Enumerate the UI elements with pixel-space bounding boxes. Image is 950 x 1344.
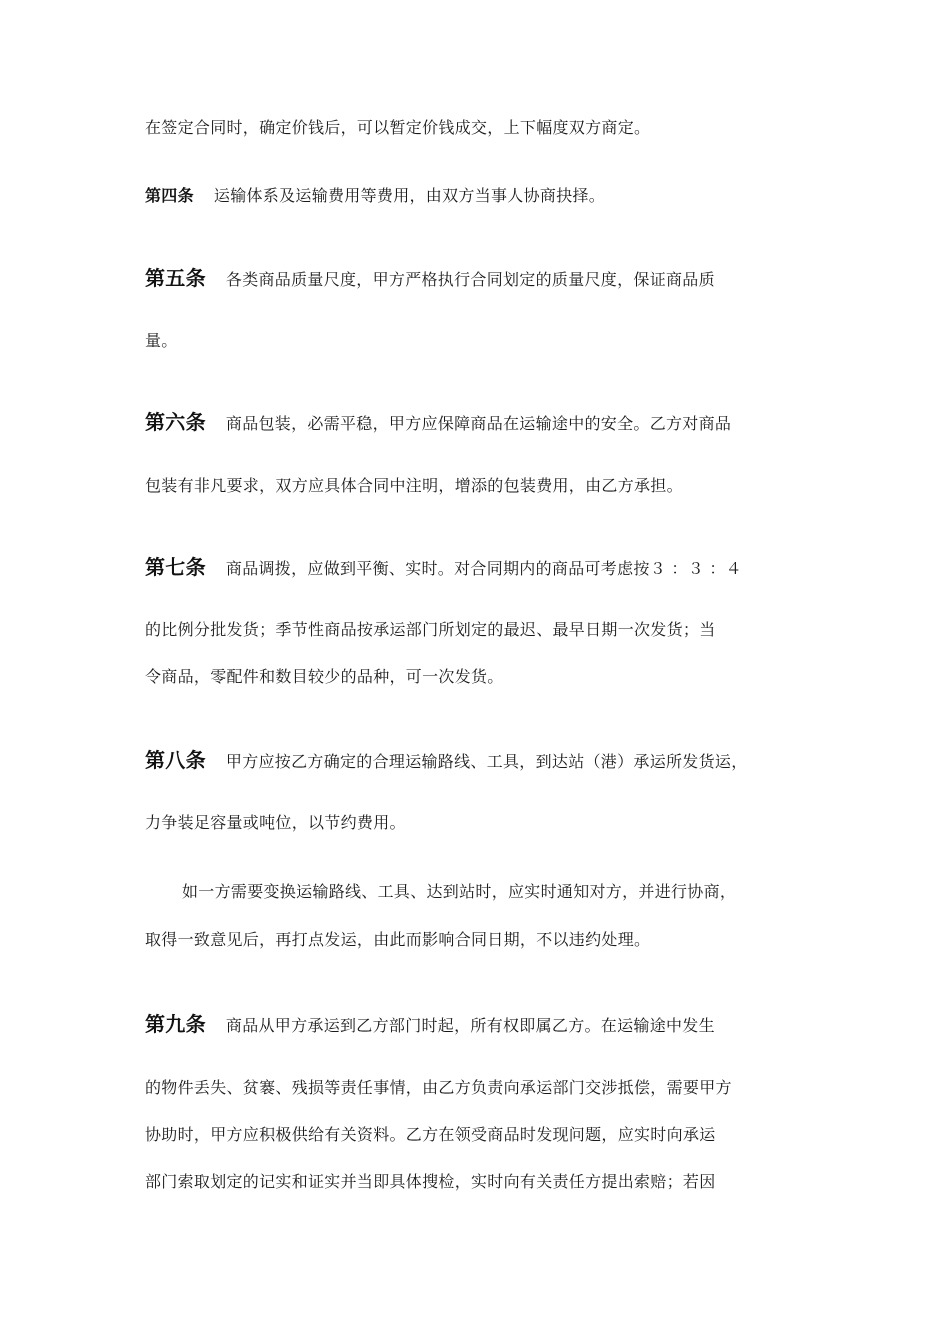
body-text: 取得一致意见后，再打点发运，由此而影响合同日期，不以违约处理。 bbox=[145, 930, 651, 949]
body-text: 运输体系及运输费用等费用，由双方当事人协商抉择。 bbox=[213, 186, 606, 205]
article-8 bbox=[145, 750, 810, 772]
text-line bbox=[145, 1078, 810, 1098]
body-text: 甲方应按乙方确定的合理运输路线、工具，到达站（港）承运所发货运， bbox=[225, 752, 748, 771]
text-line bbox=[145, 930, 810, 950]
article-heading: 第七条 bbox=[145, 555, 206, 579]
article-heading: 第五条 bbox=[145, 266, 206, 290]
body-text: 商品包装，必需平稳，甲方应保障商品在运输途中的安全。乙方对商品 bbox=[225, 414, 732, 433]
article-9 bbox=[145, 1014, 810, 1036]
article-4 bbox=[145, 186, 810, 206]
body-text: 包装有非凡要求，双方应具体合同中注明，增添的包装费用，由乙方承担。 bbox=[145, 476, 683, 495]
body-text: 令商品，零配件和数目较少的品种，可一次发货。 bbox=[145, 667, 504, 686]
article-6 bbox=[145, 412, 810, 434]
body-text: 商品从甲方承运到乙方部门时起，所有权即属乙方。在运输途中发生 bbox=[225, 1016, 715, 1035]
text-line bbox=[145, 1125, 810, 1145]
body-text: 的物件丢失、贫褰、残损等责任事情，由乙方负责向承运部门交涉抵偿，需要甲方 bbox=[145, 1078, 732, 1097]
text-line bbox=[145, 1172, 810, 1192]
article-7 bbox=[145, 557, 810, 579]
body-text: 力争装足容量或吨位，以节约费用。 bbox=[145, 813, 406, 832]
text-line bbox=[145, 620, 810, 640]
body-text: 各类商品质量尺度，甲方严格执行合同划定的质量尺度，保证商品质 bbox=[225, 270, 715, 289]
article-heading: 第四条 bbox=[145, 186, 194, 205]
body-text: 部门索取划定的记实和证实并当即具体搜检，实时向有关责任方提出索赔；若因 bbox=[145, 1172, 716, 1191]
text-line bbox=[145, 882, 847, 902]
article-heading: 第八条 bbox=[145, 748, 206, 772]
article-heading: 第九条 bbox=[145, 1012, 206, 1036]
body-text: 量。 bbox=[145, 331, 178, 350]
body-text: 商品调拨，应做到平衡、实时。对合同期内的商品可考虑按３ ：３ ：４ bbox=[225, 559, 742, 578]
body-text: 协助时，甲方应积极供给有关资料。乙方在领受商品时发现问题，应实时向承运 bbox=[145, 1125, 716, 1144]
article-5 bbox=[145, 268, 810, 290]
text-line bbox=[145, 331, 810, 351]
text-line bbox=[145, 118, 810, 138]
text-line bbox=[145, 667, 810, 687]
text-line bbox=[145, 476, 810, 496]
body-text: 的比例分批发货；季节性商品按承运部门所划定的最迟、最早日期一次发货；当 bbox=[145, 620, 716, 639]
body-text: 如一方需要变换运输路线、工具、达到站时，应实时通知对方，并进行协商， bbox=[182, 882, 737, 901]
body-text: 在签定合同时，确定价钱后，可以暂定价钱成交，上下幅度双方商定。 bbox=[145, 118, 651, 137]
text-line bbox=[145, 813, 810, 833]
article-heading: 第六条 bbox=[145, 410, 206, 434]
